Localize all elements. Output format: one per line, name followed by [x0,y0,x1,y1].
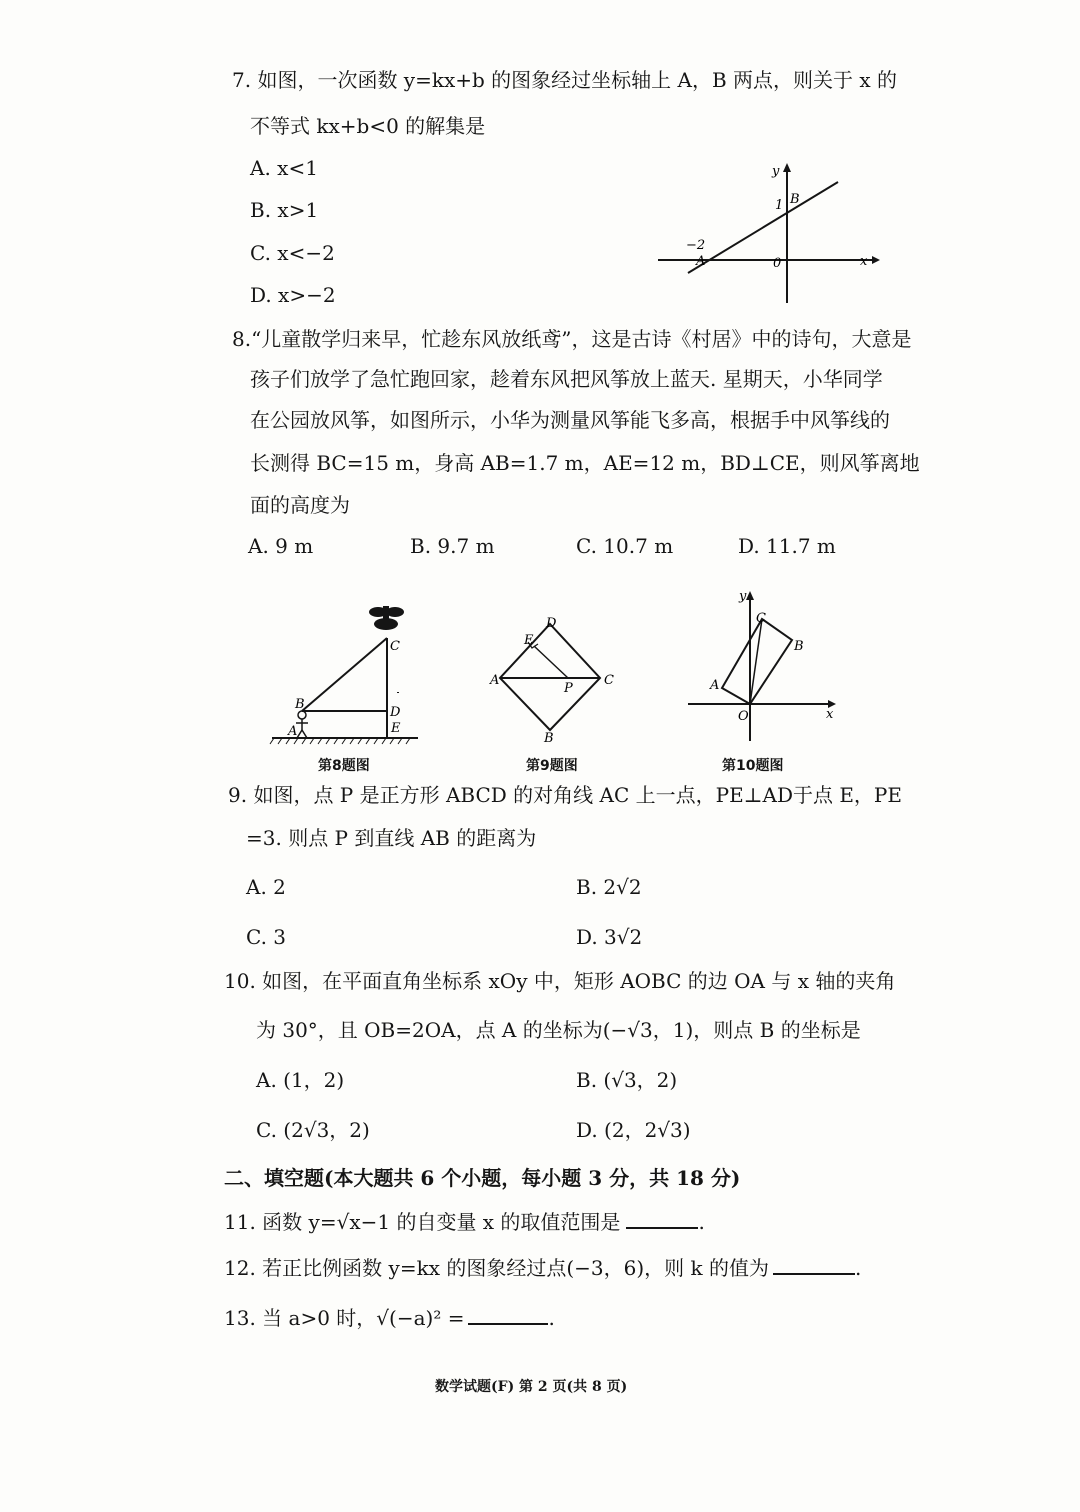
q7-option-b: B. x>1 [250,198,319,222]
q7-one-label: 1 [775,198,784,213]
q8-stem-line2: 孩子们放学了急忙跑回家，趁着东风把风筝放上蓝天. 星期天，小华同学 [250,367,883,391]
fig9-label-e: E [524,633,534,648]
fig9-label-b: B [544,731,554,744]
fig8-label-b: B [295,697,305,712]
q7-option-a: A. x<1 [250,156,318,180]
q7-y-label: y [772,164,780,179]
q8-stem-line4: 长测得 BC=15 m，身高 AB=1.7 m，AE=12 m，BD⊥CE，则风筝离地 [250,451,920,475]
q7-neg-two-label: −2 [686,238,706,253]
fig8-label-c: C [390,639,400,654]
q9-option-b: B. 2√2 [576,875,642,899]
fig10-label-a: A [710,678,720,693]
q8-option-b: B. 9.7 m [410,534,495,558]
fig9-caption: 第9题图 [526,758,578,774]
q13-text: 13. 当 a>0 时，√(−a)² = [224,1306,465,1330]
q9-option-c: C. 3 [246,925,287,949]
q9-stem-line1: 9. 如图，点 P 是正方形 ABCD 的对角线 AC 上一点，PE⊥AD于点 E，PE [228,783,902,807]
q11-end: . [698,1210,705,1234]
fig10-label-y: y [739,589,747,604]
q11-line [224,1210,705,1234]
q10-option-a: A. (1，2) [256,1068,345,1092]
fig9-square-diagram [488,612,618,744]
fig10-label-b: B [794,639,804,654]
fig10-label-c: C [756,611,766,626]
q10-option-b: B. (√3，2) [576,1068,678,1092]
page-footer: 数学试题(F) 第 2 页(共 8 页) [435,1379,628,1395]
fig10-label-x: x [826,707,834,722]
q10-stem-line1: 10. 如图，在平面直角坐标系 xOy 中，矩形 AOBC 的边 OA 与 x 轴的夹角 [224,969,896,993]
q9-option-d: D. 3√2 [576,925,643,949]
q13-line [224,1306,555,1330]
q10-stem-line2: 为 30°，且 OB=2OA，点 A 的坐标为(−√3，1)，则点 B 的坐标是 [256,1018,861,1042]
fig8-label-e: E [391,721,401,736]
q9-option-a: A. 2 [246,875,286,899]
fig9-label-p: P [564,681,573,696]
q12-end: . [854,1256,862,1280]
q8-option-c: C. 10.7 m [576,534,674,558]
fig10-rectangle-diagram [686,586,838,746]
q9-stem-line2: =3. 则点 P 到直线 AB 的距离为 [246,826,537,850]
fig9-label-a: A [490,673,500,688]
q11-text: 11. 函数 y=√x−1 的自变量 x 的取值范围是 [224,1210,621,1234]
q12-answer-blank[interactable] [773,1273,855,1275]
q7-a-label: A [696,254,706,269]
kite-icon [369,606,404,630]
q8-option-d: D. 11.7 m [738,534,836,558]
q7-origin-label: 0 [773,256,782,271]
fig8-caption: 第8题图 [318,758,370,774]
fig8-kite-diagram [268,598,428,748]
section2-title: 二、填空题(本大题共 6 个小题，每小题 3 分，共 18 分) [224,1166,741,1190]
q7-x-label: x [860,254,868,269]
fig8-label-d: D [390,705,401,720]
q7-stem-line2: 不等式 kx+b<0 的解集是 [250,114,486,138]
fig10-label-o: O [738,709,749,724]
q7-option-d: D. x>−2 [250,283,336,307]
q8-option-a: A. 9 m [248,534,314,558]
q7-graph [650,155,880,305]
q7-stem-line1: 7. 如图，一次函数 y=kx+b 的图象经过坐标轴上 A，B 两点，则关于 x 的 [232,68,898,92]
q8-stem-line3: 在公园放风筝，如图所示，小华为测量风筝能飞多高，根据手中风筝线的 [250,408,890,432]
fig9-label-d: D [546,616,557,631]
q10-option-d: D. (2，2√3) [576,1118,691,1142]
q13-end: . [548,1306,555,1330]
q11-answer-blank[interactable] [626,1227,698,1229]
q7-b-label: B [790,192,800,207]
fig8-label-a: A [288,724,298,739]
q8-stem-line1: 8.“儿童散学归来早，忙趁东风放纸鸢”，这是古诗《村居》中的诗句，大意是 [232,327,912,351]
q12-text: 12. 若正比例函数 y=kx 的图象经过点(−3，6)，则 k 的值为 [224,1256,769,1280]
fig9-label-c: C [604,673,614,688]
q7-option-c: C. x<−2 [250,241,335,265]
q13-answer-blank[interactable] [468,1323,548,1325]
fig10-caption: 第10题图 [722,758,784,774]
q8-stem-line5: 面的高度为 [250,493,350,517]
q12-line [224,1256,861,1280]
q10-option-c: C. (2√3，2) [256,1118,370,1142]
